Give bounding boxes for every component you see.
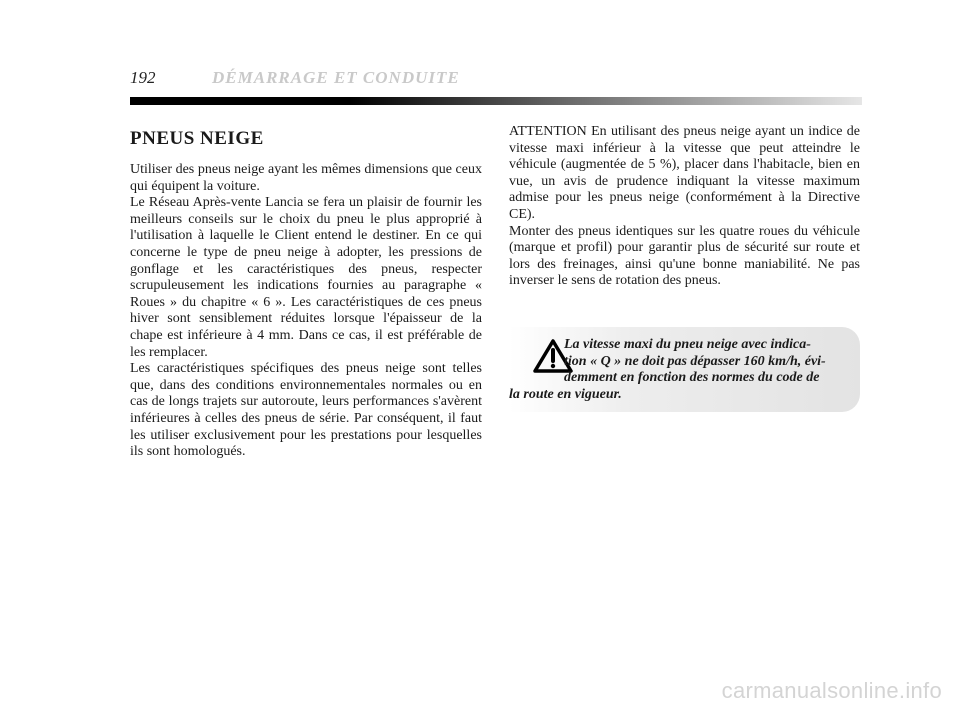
left-column (130, 124, 482, 461)
warning-line: tion « Q » ne doit pas dépasser 160 km/h, évi- (564, 353, 826, 369)
section-heading: PNEUS NEIGE (130, 128, 264, 149)
warning-text (509, 337, 849, 403)
paragraph: Monter des pneus identiques sur les quatre roues du véhicule (marque et profil) pour garantir plus de sécurité sur route et lors des freinages, ainsi qu'une bonne maniabilité. Ne pas inverser le sens de rotation des pneus. (509, 223, 860, 289)
watermark: carmanualsonline.info (721, 678, 942, 703)
header-rule (130, 97, 862, 105)
warning-line: La vitesse maxi du pneu neige avec indica- (564, 337, 811, 352)
page-number: 192 (130, 68, 156, 87)
paragraph: Les caractéristiques spécifiques des pneus neige sont telles que, dans des conditions environnementales normales ou en cas de longs trajets sur autoroute, leurs performances s'avèrent inférieures à celles des pneus de série. Par conséquent, il faut les utiliser exclusivement pour les prestations pour lesquelles ils sont homologués. (130, 361, 482, 460)
warning-line: la route en vigueur. (509, 386, 622, 402)
paragraph: Le Réseau Après-vente Lancia se fera un plaisir de fournir les meilleurs conseils sur le choix du pneu le plus approprié à l'utilisation à laquelle le Client entend le destiner. En ce qui concerne le type de pneu neige à adopter, les pressions de gonflage et les caractéristiques des pneus, respecter scrupuleusement les indications fournies au paragraphe « Roues » du chapitre « 6 ». Les caractéristiques de ces pneus hiver sont sensiblement réduites lorsque l'épaisseur de la chape est inférieure à 4 mm. Dans ce cas, il est préférable de les remplacer. (130, 195, 482, 360)
warning-line: demment en fonction des normes du code de (564, 370, 820, 386)
paragraph: ATTENTION En utilisant des pneus neige ayant un indice de vitesse maxi inférieur à la vitesse que peut atteindre le véhicule (augmentée de 5 %), placer dans l'habitacle, bien en vue, un avis de prudence indiquant la vitesse maximum admise pour les pneus neige (conformément à la Directive CE). (509, 124, 860, 222)
right-column (509, 124, 860, 290)
paragraph: Utiliser des pneus neige ayant les mêmes dimensions que ceux qui équipent la voiture. (130, 162, 482, 194)
warning-box (509, 327, 860, 412)
section-header: DÉMARRAGE ET CONDUITE (212, 68, 460, 87)
